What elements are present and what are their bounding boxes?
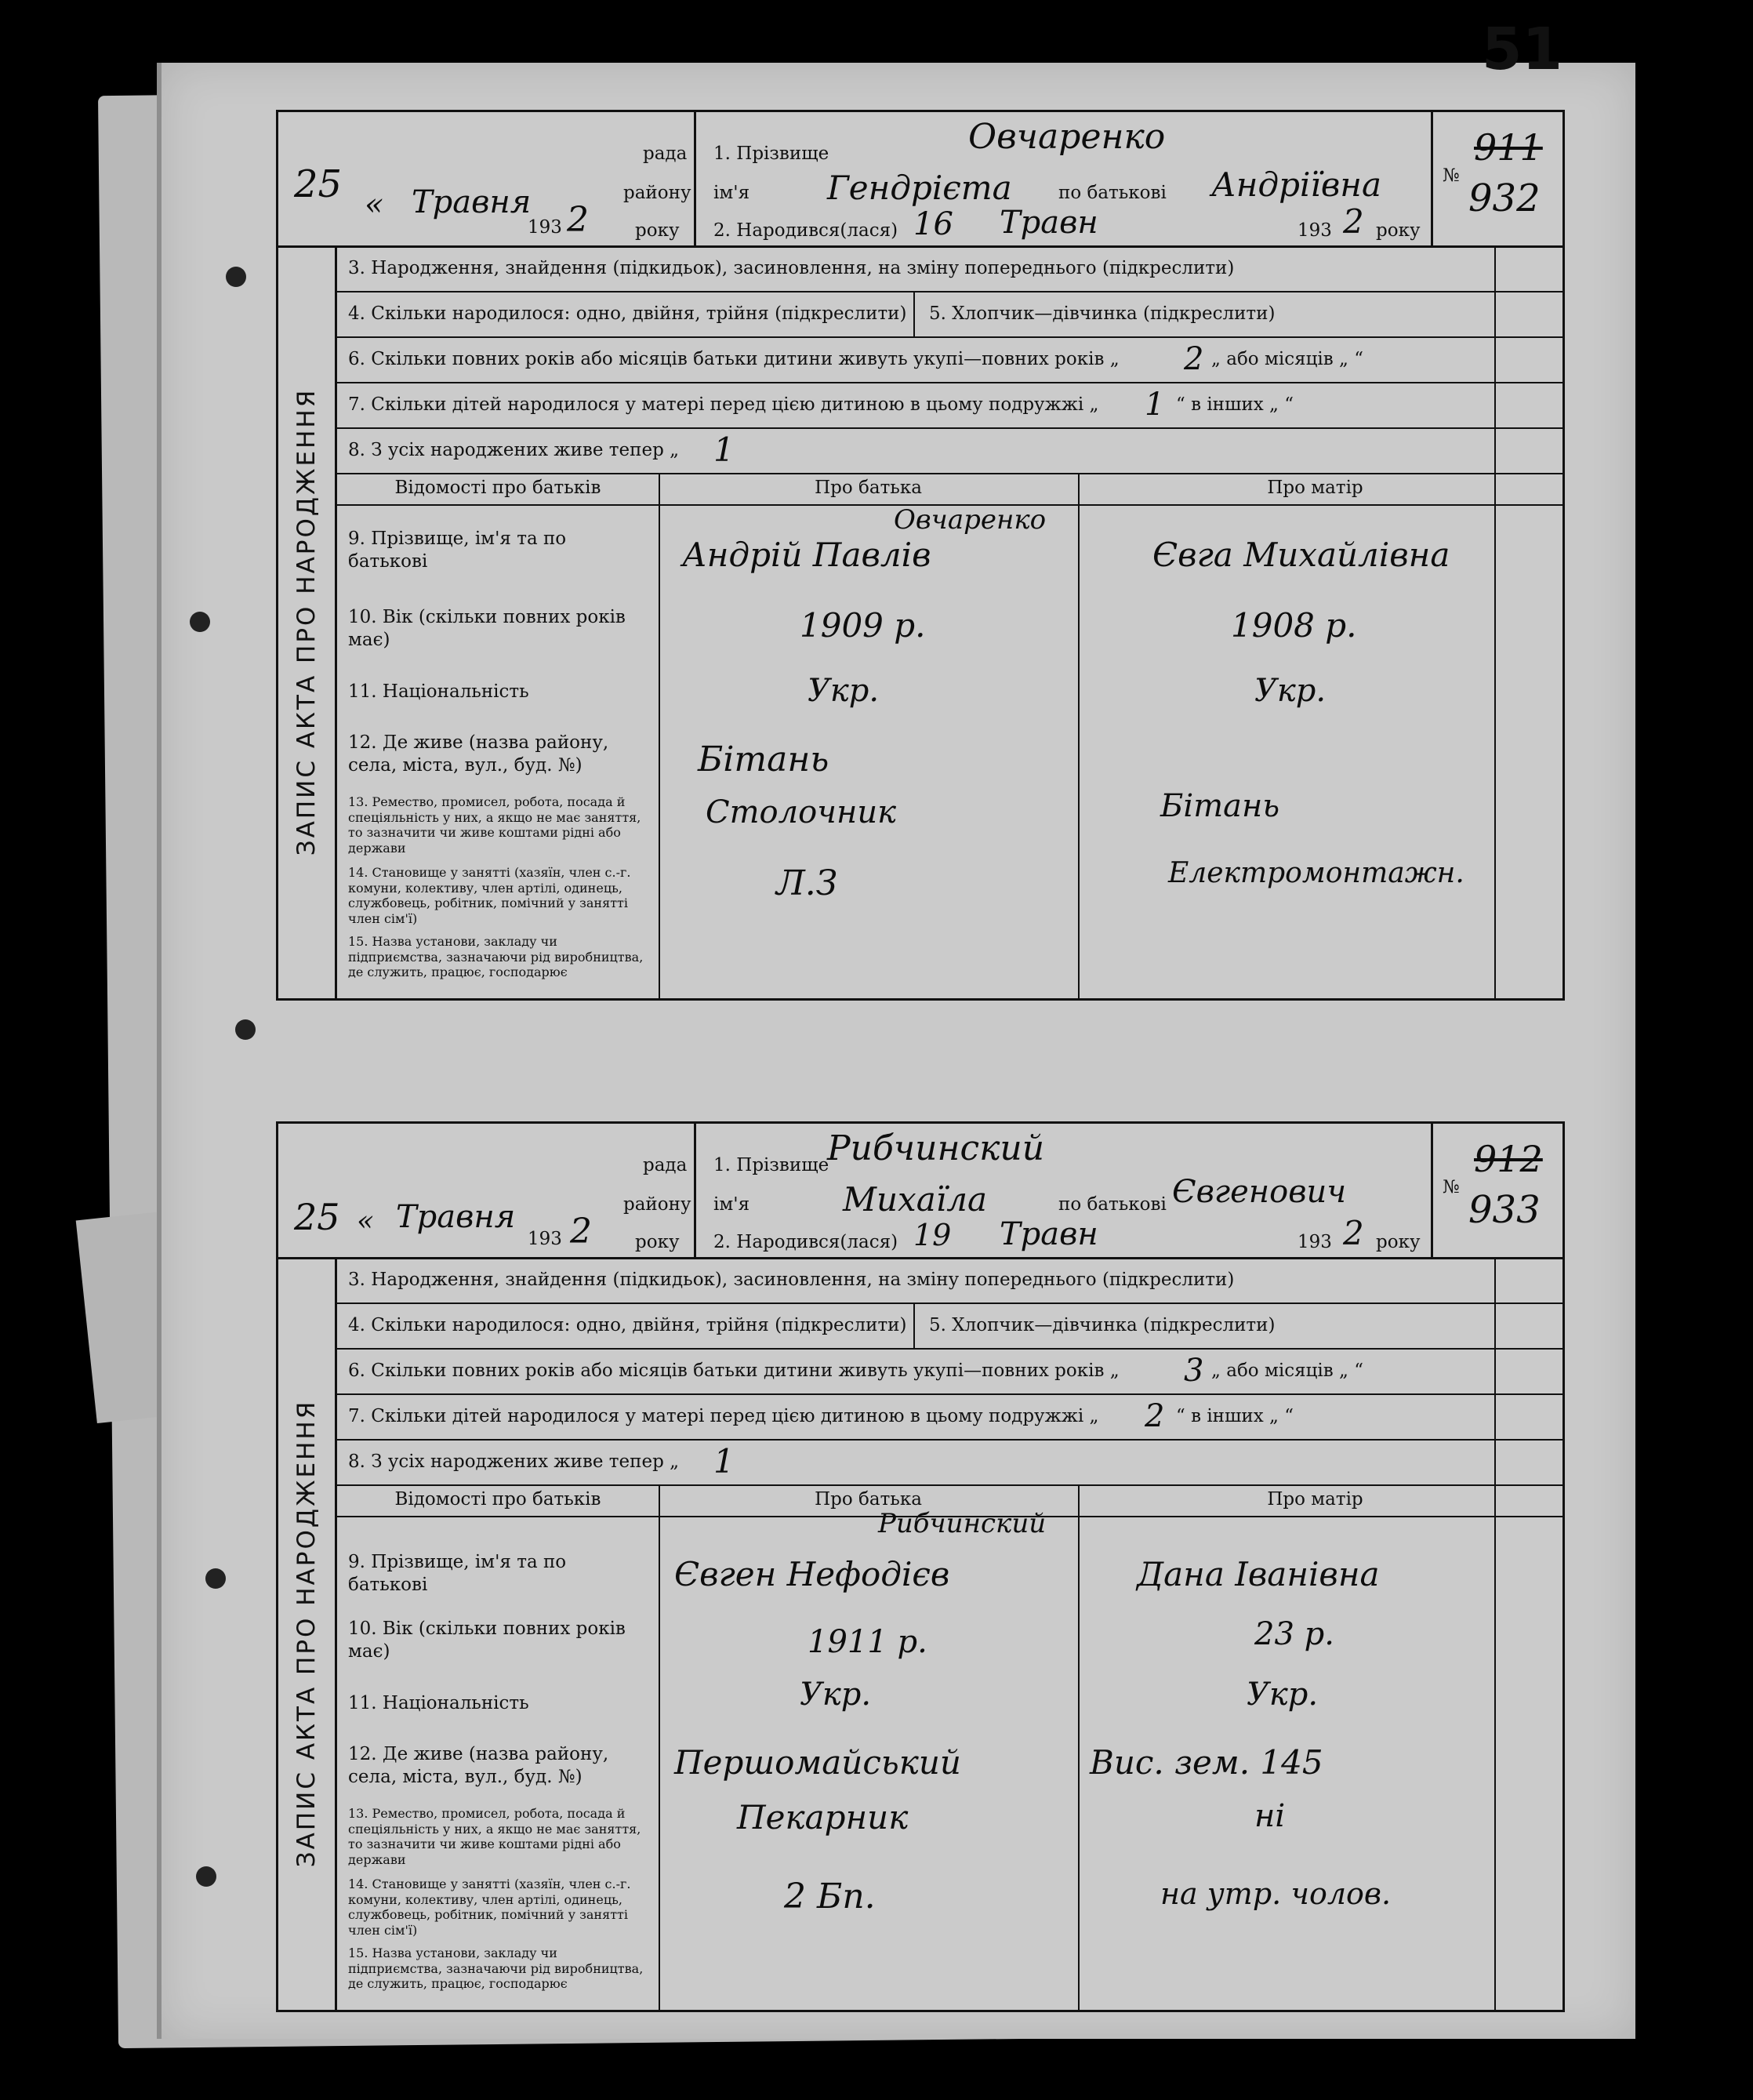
year-label: року <box>635 220 680 241</box>
years-together-value: 2 <box>1184 341 1204 377</box>
q6-months-label: „ або місяців „ “ <box>1211 1361 1363 1381</box>
father-name: Євген Нефодієв <box>674 1555 950 1593</box>
father-age: 1909 р. <box>800 606 926 645</box>
row-8 <box>337 1439 1562 1486</box>
born-year-digit: 2 <box>1343 1214 1364 1252</box>
mother-age: 23 р. <box>1254 1616 1334 1652</box>
father-status: Л.З <box>776 863 838 903</box>
rada-label: рада <box>643 1155 688 1175</box>
q7-label: 7. Скільки дітей народилося у матері перед цією дитиною в цьому подружжі „ <box>348 394 1099 415</box>
child-name: Михаїла <box>843 1180 987 1219</box>
record-header: рада району року 25 « Травня 193 2 1. Прізвище ім'я по батькові 2. Народився(лася) 193 року Овчаренко Гендрієта Андріївна 16 Травн 2 № 911 932 <box>278 112 1562 248</box>
q9-label: 9. Прізвище, ім'я та по батькові <box>348 1552 567 1595</box>
row-3 <box>337 1257 1562 1304</box>
row-4-5 <box>337 1303 1562 1350</box>
q12-label: 12. Де живе (назва району, села, міста, вул., буд. №) <box>348 732 609 776</box>
born-month: Травн <box>1000 1216 1098 1252</box>
born-year-digit: 2 <box>1343 202 1364 241</box>
q6-months-label: „ або місяців „ “ <box>1211 349 1363 369</box>
q13-label: 13. Ремество, промисел, робота, посада й спеціяльність у них, а якщо не має заняття, то зазначити чи живе коштами рідні або держави <box>348 794 641 856</box>
record-year-printed: 193 <box>528 1229 562 1249</box>
record-body <box>337 245 1562 998</box>
record-month: Травня <box>412 184 532 220</box>
children-before-value: 1 <box>1145 387 1165 423</box>
q13-label: 13. Ремество, промисел, робота, посада й спеціяльність у них, а якщо не має заняття, то зазначити чи живе коштами рідні або держави <box>348 1806 641 1867</box>
children-before-value: 2 <box>1145 1398 1165 1434</box>
child-patronymic: Андріївна <box>1211 165 1381 204</box>
surname-label: 1. Прізвище <box>713 144 829 164</box>
record-day: 25 <box>294 1196 340 1238</box>
child-surname: Овчаренко <box>968 117 1166 157</box>
q7-other-label: “ в інших „ “ <box>1176 394 1294 415</box>
father-heading: Про батька <box>815 1489 922 1510</box>
mother-status: на утр. чолов. <box>1160 1877 1392 1911</box>
number-label: № <box>1443 165 1460 186</box>
q6-label: 6. Скільки повних років або місяців батьки дитини живуть укупі—повних років „ <box>348 1361 1120 1381</box>
rayon-label: району <box>623 1194 691 1215</box>
born-roku-label: року <box>1376 220 1421 241</box>
row-8 <box>337 427 1562 474</box>
birth-record-2 <box>276 1121 1565 2012</box>
q5-label: 5. Хлопчик—дівчинка (підкреслити) <box>929 303 1276 324</box>
born-month: Травн <box>1000 205 1098 241</box>
q4-label: 4. Скільки народилося: одно, двійня, трійня (підкреслити) <box>348 303 907 324</box>
record-day: 25 <box>294 162 343 206</box>
father-occupation: Столочник <box>706 794 897 830</box>
mother-status: Електромонтажн. <box>1168 857 1464 889</box>
child-surname: Рибчинский <box>827 1128 1045 1168</box>
binding-hole <box>190 612 210 632</box>
surname-label: 1. Прізвище <box>713 1155 829 1175</box>
father-nationality: Укр. <box>808 673 880 709</box>
years-together-value: 3 <box>1184 1353 1204 1389</box>
q8-label: 8. З усіх народжених живе тепер „ <box>348 440 680 460</box>
q10-label: 10. Вік (скільки повних років має) <box>348 607 626 650</box>
q7-other-label: “ в інших „ “ <box>1176 1406 1294 1426</box>
father-nationality: Укр. <box>800 1677 872 1713</box>
child-name: Гендрієта <box>827 169 1012 207</box>
q5-label: 5. Хлопчик—дівчинка (підкреслити) <box>929 1315 1276 1335</box>
father-residence: Бітань <box>698 739 829 779</box>
patronymic-label: по батькові <box>1058 183 1167 203</box>
q14-label: 14. Становище у занятті (хазяїн, член с.-г. комуни, колективу, член артілі, одинець, службовець, робітник, помічний у занятті член сім'ї) <box>348 865 631 926</box>
parents-heading: Відомості про батьків <box>394 478 601 498</box>
born-day: 16 <box>913 206 953 242</box>
q7-label: 7. Скільки дітей народилося у матері перед цією дитиною в цьому подружжі „ <box>348 1406 1099 1426</box>
q14-label: 14. Становище у занятті (хазяїн, член с.-г. комуни, колективу, член артілі, одинець, службовець, робітник, помічний у занятті член сім'ї) <box>348 1877 631 1938</box>
parents-head-row <box>337 473 1562 506</box>
mother-age: 1908 р. <box>1231 606 1357 645</box>
record-year-digit: 2 <box>570 1212 592 1252</box>
father-surname: Овчаренко <box>894 504 1047 536</box>
name-label: ім'я <box>713 1194 750 1215</box>
living-now-value: 1 <box>713 431 735 469</box>
mother-name: Дана Іванівна <box>1137 1555 1380 1593</box>
q11-label: 11. Національність <box>348 1693 529 1713</box>
father-occupation: Пекарник <box>737 1798 909 1837</box>
rada-label: рада <box>643 144 688 164</box>
mother-nationality: Укр. <box>1247 1677 1319 1713</box>
q9-label: 9. Прізвище, ім'я та по батькові <box>348 529 567 572</box>
binding-hole <box>196 1866 216 1887</box>
record-year-digit: 2 <box>567 200 589 240</box>
q3-label: 3. Народження, знайдення (підкидьок), засиновлення, на зміну попереднього (підкреслити) <box>348 258 1235 278</box>
q4-label: 4. Скільки народилося: одно, двійня, трійня (підкреслити) <box>348 1315 907 1335</box>
patronymic-label: по батькові <box>1058 1194 1167 1215</box>
number-old: 911 <box>1474 126 1543 169</box>
rayon-label: району <box>623 183 691 203</box>
father-name: Андрій Павлів <box>682 536 931 574</box>
father-status: 2 Бп. <box>784 1877 876 1917</box>
record-header: рада району року 25 « Травня 193 2 1. Прізвище ім'я по батькові 2. Народився(лася) 193 року Рибчинский Михаїла Євгенович 19 Травн 2 № 912 933 <box>278 1124 1562 1259</box>
number-old: 912 <box>1474 1138 1543 1180</box>
mother-name: Євга Михайлівна <box>1152 536 1450 574</box>
parents-col-divider <box>659 1484 660 2010</box>
number-new: 932 <box>1468 176 1541 220</box>
born-year-printed: 193 <box>1298 1232 1332 1252</box>
parents-heading: Відомості про батьків <box>394 1489 601 1510</box>
side-label: ЗАПИС АКТА ПРО НАРОДЖЕННЯ <box>292 1399 321 1868</box>
side-label-box <box>278 1257 337 2010</box>
mother-occupation: Бітань <box>1160 788 1280 824</box>
q15-label: 15. Назва установи, закладу чи підприємства, зазначаючи рід виробництва, де служить, працює, господарює <box>348 1946 644 1992</box>
binding-hole <box>205 1568 226 1589</box>
born-label: 2. Народився(лася) <box>713 220 898 241</box>
father-heading: Про батька <box>815 478 922 498</box>
q3-label: 3. Народження, знайдення (підкидьок), засиновлення, на зміну попереднього (підкреслити) <box>348 1270 1235 1290</box>
record-body <box>337 1257 1562 2010</box>
record-month: Травня <box>396 1199 516 1235</box>
father-surname: Рибчинский <box>878 1508 1047 1539</box>
row-7 <box>337 1393 1562 1441</box>
born-roku-label: року <box>1376 1232 1421 1252</box>
binding-hole <box>235 1019 256 1040</box>
binding-hole <box>226 267 246 287</box>
born-year-printed: 193 <box>1298 220 1332 241</box>
mother-heading: Про матір <box>1267 478 1363 498</box>
mother-heading: Про матір <box>1267 1489 1363 1510</box>
row-7 <box>337 382 1562 429</box>
father-age: 1911 р. <box>808 1624 927 1660</box>
living-now-value: 1 <box>713 1442 735 1481</box>
page-number: 51 <box>1482 16 1562 83</box>
q12-label: 12. Де живе (назва району, села, міста, вул., буд. №) <box>348 1744 609 1787</box>
row-6 <box>337 1348 1562 1395</box>
q10-label: 10. Вік (скільки повних років має) <box>348 1619 626 1662</box>
row-3 <box>337 245 1562 292</box>
q11-label: 11. Національність <box>348 681 529 702</box>
row-4-5 <box>337 291 1562 338</box>
mother-residence: Вис. зем. 145 <box>1090 1743 1323 1782</box>
side-label-box <box>278 245 337 998</box>
birth-record-1 <box>276 110 1565 1001</box>
q8-label: 8. З усіх народжених живе тепер „ <box>348 1451 680 1472</box>
born-label: 2. Народився(лася) <box>713 1232 898 1252</box>
row-6 <box>337 336 1562 383</box>
name-label: ім'я <box>713 183 750 203</box>
father-residence: Першомайський <box>674 1743 961 1782</box>
number-label: № <box>1443 1177 1460 1197</box>
father-mother-divider <box>1078 1484 1080 2010</box>
side-label: ЗАПИС АКТА ПРО НАРОДЖЕННЯ <box>292 387 321 856</box>
number-new: 933 <box>1468 1188 1541 1232</box>
mother-nationality: Укр. <box>1254 673 1327 709</box>
record-year-printed: 193 <box>528 217 562 238</box>
child-patronymic: Євгенович <box>1172 1174 1347 1210</box>
father-mother-divider <box>1078 473 1080 998</box>
q15-label: 15. Назва установи, закладу чи підприємства, зазначаючи рід виробництва, де служить, працює, господарює <box>348 934 644 980</box>
q6-label: 6. Скільки повних років або місяців батьки дитини живуть укупі—повних років „ <box>348 349 1120 369</box>
mother-occupation: ні <box>1254 1798 1286 1834</box>
year-label: року <box>635 1232 680 1252</box>
born-day: 19 <box>913 1218 952 1252</box>
parents-col-divider <box>659 473 660 998</box>
